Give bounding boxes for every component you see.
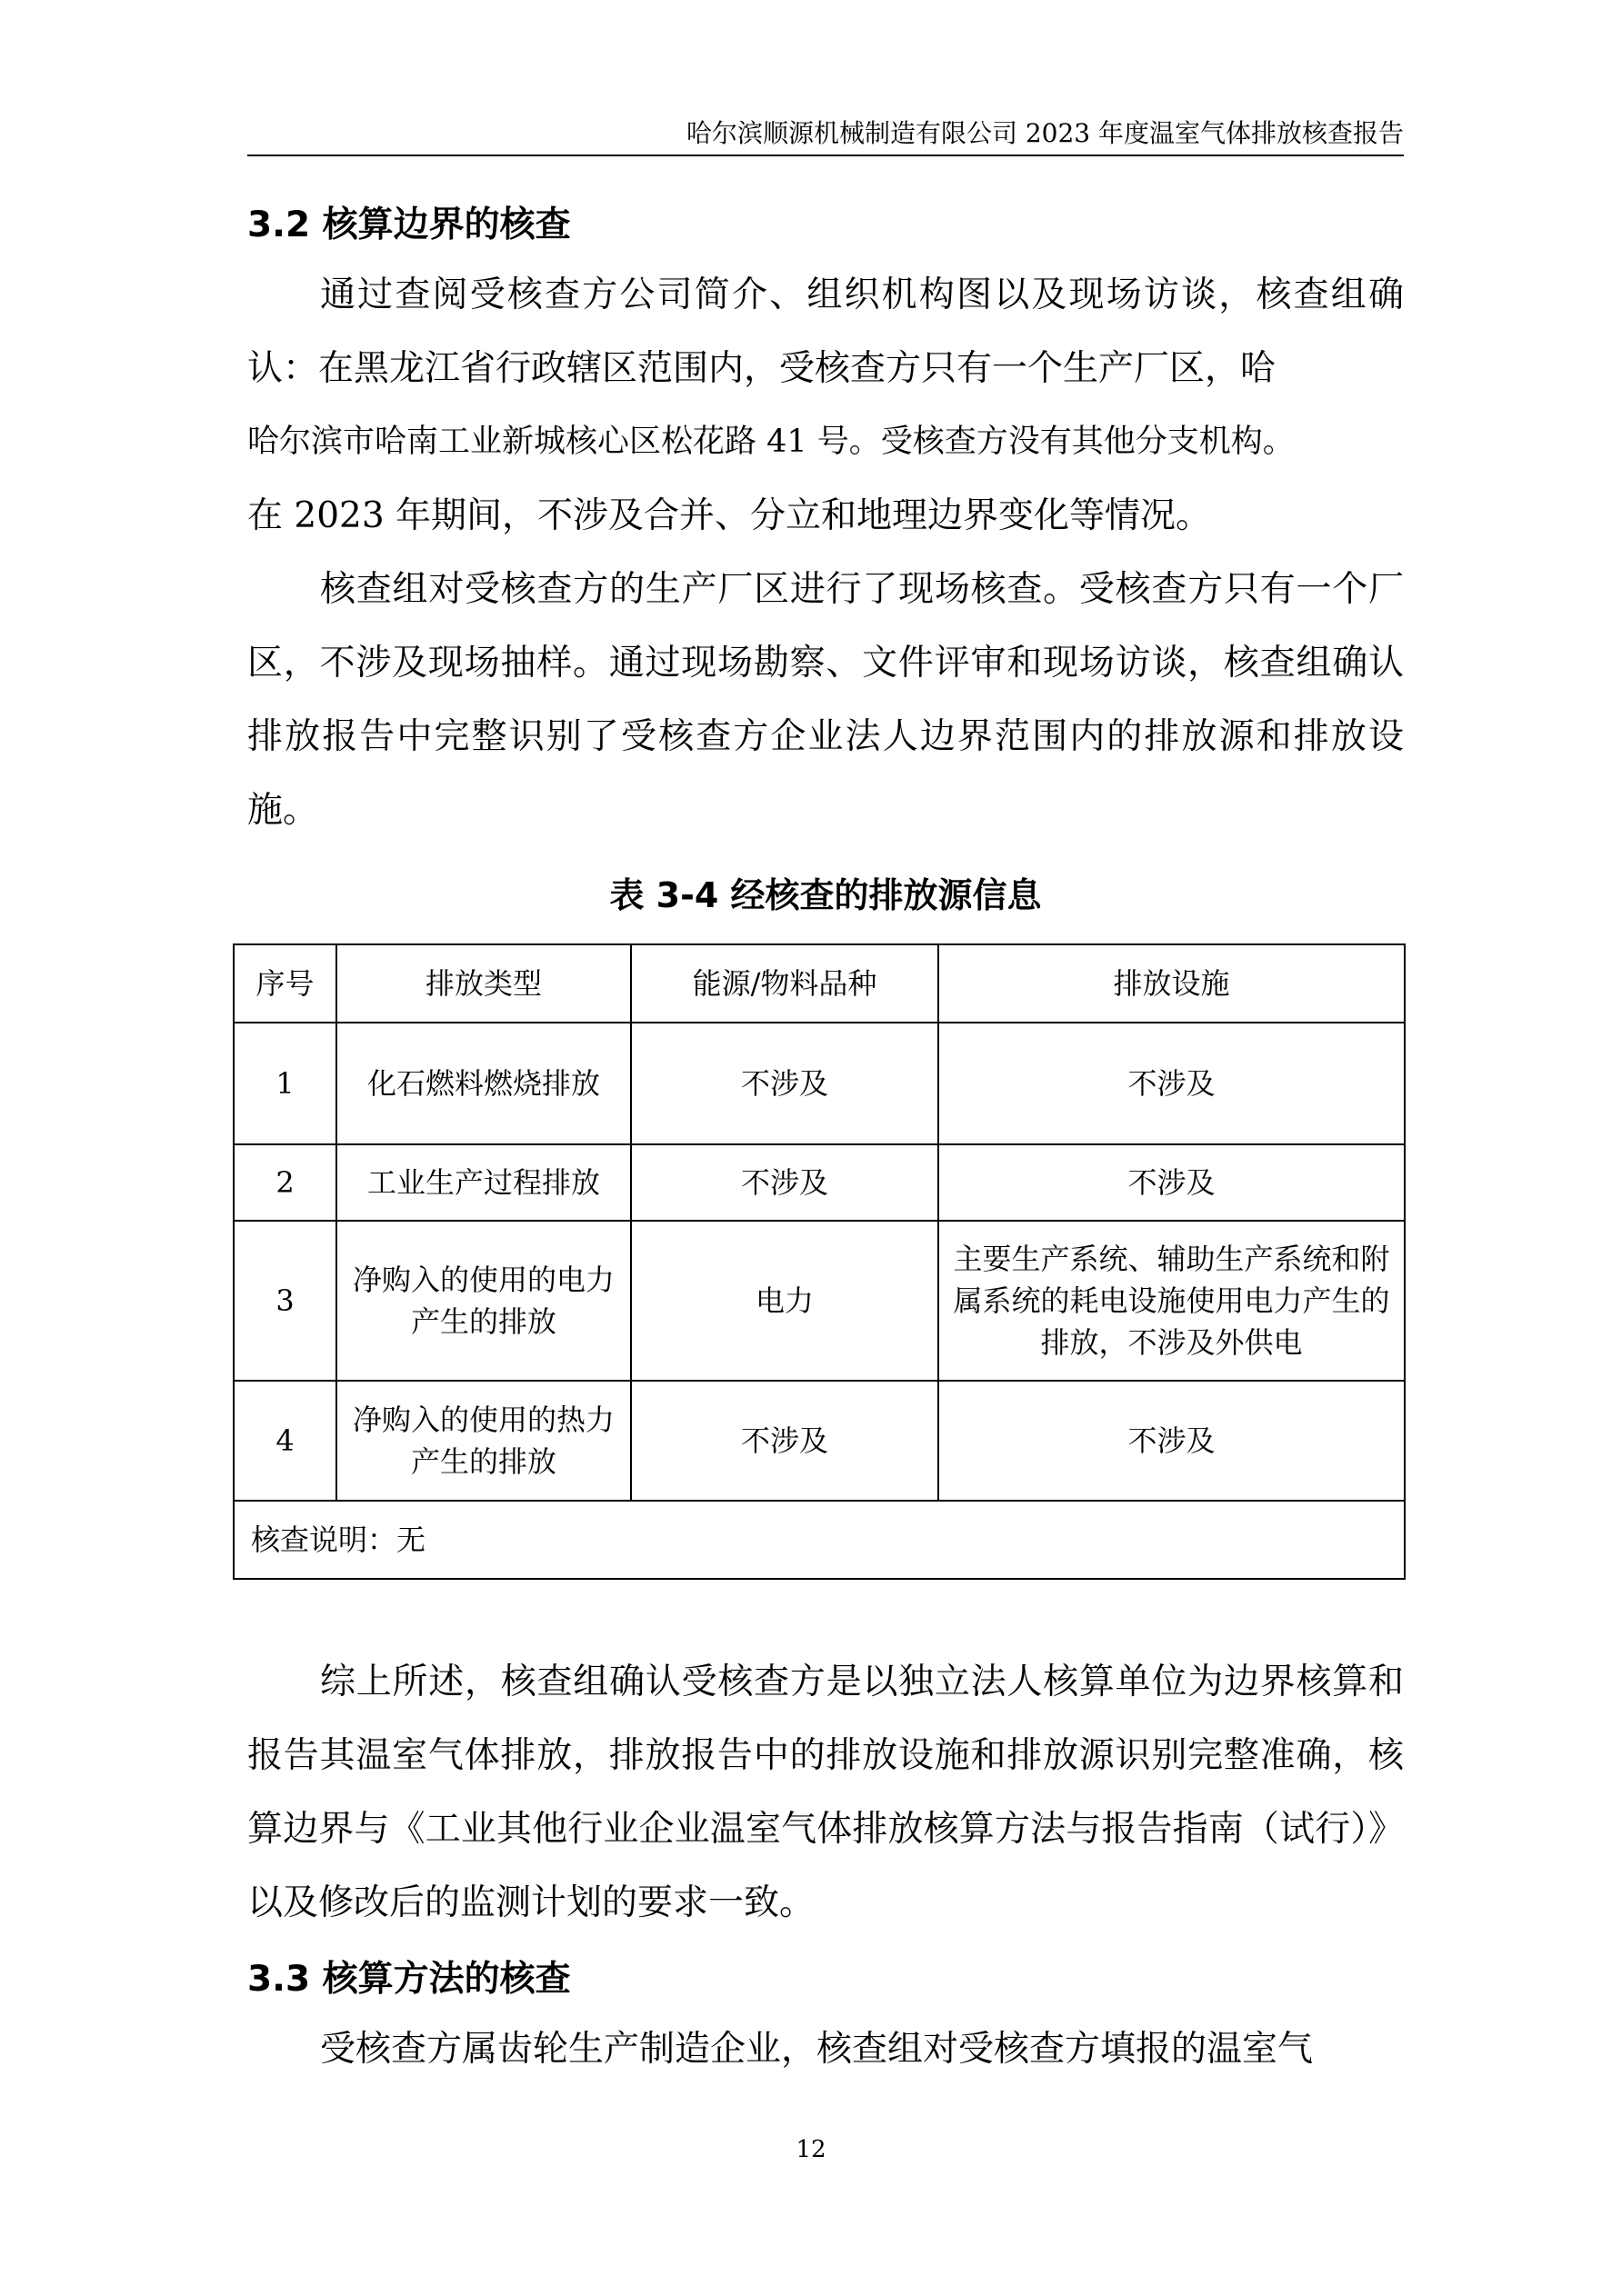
cell-type: 化石燃料燃烧排放	[336, 1023, 631, 1144]
table-caption	[247, 868, 1404, 923]
cell-no: 2	[234, 1144, 336, 1221]
column-header: 能源/物料品种	[631, 944, 938, 1023]
paragraph: 通过查阅受核查方公司简介、组织机构图以及现场访谈，核查组确认：在黑龙江省行政辖区范围内，受核查方只有一个生产厂区，哈	[247, 275, 1404, 389]
table-row	[234, 1381, 1405, 1501]
page-number: 12	[796, 2136, 826, 2163]
cell-no: 1	[234, 1023, 336, 1144]
section-3-2	[247, 198, 1404, 847]
page-header: 哈尔滨顺源机械制造有限公司 2023 年度温室气体排放核查报告	[686, 118, 1404, 148]
cell-energy: 电力	[631, 1221, 938, 1381]
table-header-row	[234, 944, 1405, 1023]
paragraph: 综上所述，核查组确认受核查方是以独立法人核算单位为边界核算和报告其温室气体排放，排放报告中的排放设施和排放源识别完整准确，核算边界与《工业其他行业企业温室气体排放核算方法与报告指南（试行）》以及修改后的监测计划的要求一致。	[247, 1662, 1404, 1923]
cell-facility: 不涉及	[938, 1381, 1405, 1501]
column-header: 排放设施	[938, 944, 1405, 1023]
paragraph: 在 2023 年期间，不涉及合并、分立和地理边界变化等情况。	[247, 495, 1212, 536]
cell-type: 净购入的使用的电力产生的排放	[336, 1221, 631, 1381]
table-note: 核查说明：无	[234, 1501, 1405, 1579]
cell-type: 工业生产过程排放	[336, 1144, 631, 1221]
column-header: 排放类型	[336, 944, 631, 1023]
cell-facility: 不涉及	[938, 1144, 1405, 1221]
section-heading: 3.2 核算边界的核查	[247, 205, 571, 245]
cell-energy: 不涉及	[631, 1144, 938, 1221]
table-row	[234, 1144, 1405, 1221]
section-3-3	[247, 1952, 1404, 2086]
table-note-row	[234, 1501, 1405, 1579]
emission-source-table-wrap	[233, 943, 1406, 1580]
cell-type: 净购入的使用的热力产生的排放	[336, 1381, 631, 1501]
table-caption-text: 表 3-4 经核查的排放源信息	[609, 875, 1042, 915]
table-row	[234, 1023, 1405, 1144]
cell-no: 4	[234, 1381, 336, 1501]
paragraph: 核查组对受核查方的生产厂区进行了现场核查。受核查方只有一个厂区，不涉及现场抽样。通过现场勘察、文件评审和现场访谈，核查组确认排放报告中完整识别了受核查方企业法人边界范围内的排放源和排放设施。	[247, 569, 1404, 831]
table-row	[234, 1221, 1405, 1381]
cell-facility: 主要生产系统、辅助生产系统和附属系统的耗电设施使用电力产生的排放，不涉及外供电	[938, 1221, 1405, 1381]
header-divider	[247, 155, 1404, 156]
section-heading: 3.3 核算方法的核查	[247, 1959, 571, 2000]
cell-energy: 不涉及	[631, 1023, 938, 1144]
cell-energy: 不涉及	[631, 1381, 938, 1501]
paragraph: 受核查方属齿轮生产制造企业，核查组对受核查方填报的温室气	[320, 2029, 1314, 2070]
column-header: 序号	[234, 944, 336, 1023]
summary-block	[247, 1645, 1404, 1940]
paragraph: 哈尔滨市哈南工业新城核心区松花路 41 号。受核查方没有其他分支机构。	[247, 424, 1295, 460]
cell-no: 3	[234, 1221, 336, 1381]
cell-facility: 不涉及	[938, 1023, 1405, 1144]
emission-source-table	[233, 943, 1406, 1580]
